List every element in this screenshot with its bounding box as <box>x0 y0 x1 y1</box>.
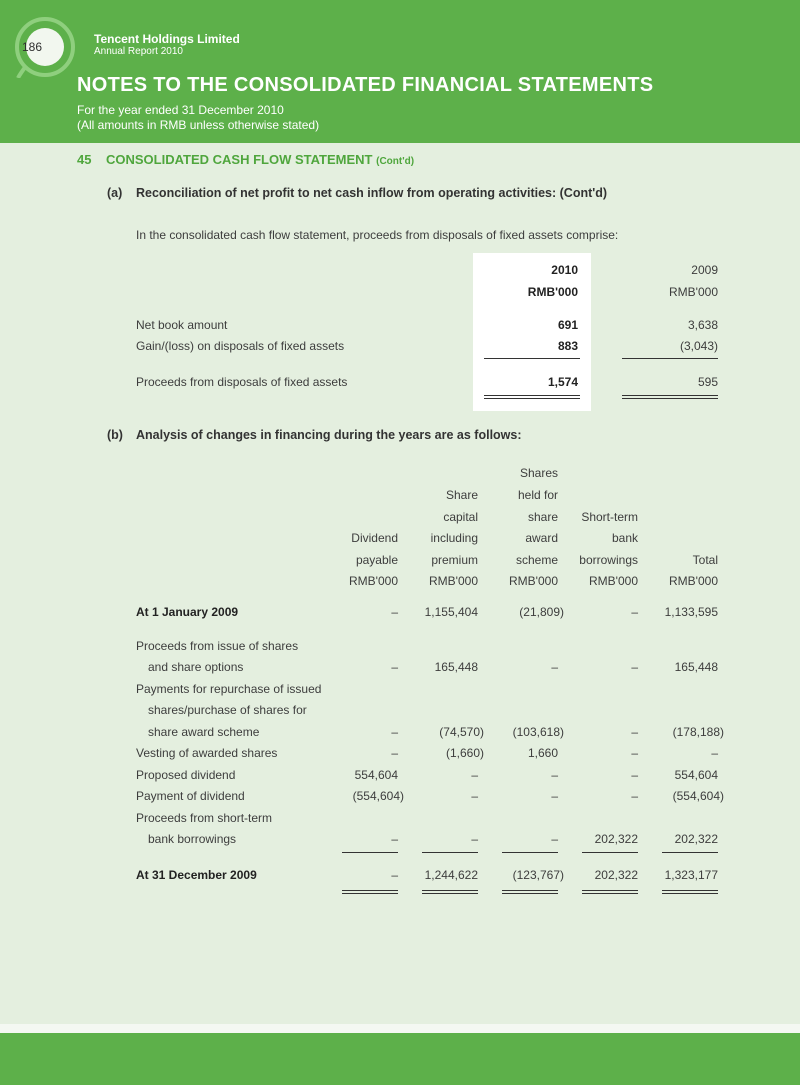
row-value-2010: 691 <box>557 318 578 332</box>
col-header-total: RMB'000 <box>669 574 718 588</box>
table-cell: 1,133,595 <box>664 605 718 619</box>
total-double-rule <box>342 893 398 894</box>
row-value-2009: 3,638 <box>687 318 718 332</box>
col-header-dividend: Dividend <box>351 531 398 545</box>
table-cell: – <box>471 768 478 782</box>
table-cell: (1,660) <box>445 746 484 760</box>
col-header-share-capital: including <box>430 531 478 545</box>
table-row-label: bank borrowings <box>148 832 237 846</box>
col-header-share-capital: premium <box>431 553 478 567</box>
table-cell: 1,323,177 <box>664 868 718 882</box>
table-row-label: Payment of dividend <box>136 789 245 803</box>
col-header-shares-held: share <box>527 510 558 524</box>
table-cell: – <box>551 660 558 674</box>
row-value-2010: 883 <box>557 339 578 353</box>
col-2010-unit: RMB'000 <box>527 285 578 299</box>
table-row-label: At 31 December 2009 <box>136 868 257 882</box>
col-header-share-capital: RMB'000 <box>429 574 478 588</box>
period-subtitle: For the year ended 31 December 2010 <box>77 103 284 117</box>
table-cell: – <box>391 868 398 882</box>
table-cell: 165,448 <box>434 660 478 674</box>
col-header-short-term: bank <box>611 531 638 545</box>
table-cell: 202,322 <box>594 868 638 882</box>
col-header-shares-held: Shares <box>519 466 558 480</box>
table-cell: – <box>551 789 558 803</box>
col-header-shares-held: RMB'000 <box>509 574 558 588</box>
total-double-rule <box>422 893 478 894</box>
col-2009-unit: RMB'000 <box>669 285 718 299</box>
page-title: NOTES TO THE CONSOLIDATED FINANCIAL STATEMENTS <box>77 74 654 96</box>
row-value-2009: 595 <box>697 375 718 389</box>
part-a-label: (a) <box>107 186 123 200</box>
col-header-share-capital: capital <box>443 510 478 524</box>
table-cell: 1,660 <box>527 746 558 760</box>
row-label: Proceeds from disposals of fixed assets <box>136 375 348 389</box>
row-label: Gain/(loss) on disposals of fixed assets <box>136 339 345 353</box>
total-double-rule <box>484 395 580 396</box>
total-double-rule <box>502 890 558 891</box>
part-b-title: Analysis of changes in financing during the years are as follows: <box>136 428 522 442</box>
total-double-rule <box>622 398 718 399</box>
section-suffix: (Cont'd) <box>376 156 415 167</box>
total-double-rule <box>484 398 580 399</box>
col-header-total: Total <box>692 553 718 567</box>
col-header-dividend: payable <box>355 553 398 567</box>
table-cell: (103,618) <box>512 725 564 739</box>
subtotal-rule <box>502 852 558 853</box>
table-cell: – <box>391 660 398 674</box>
table-cell: – <box>631 605 638 619</box>
col-header-shares-held: award <box>525 531 558 545</box>
subtotal-rule <box>622 358 718 359</box>
total-double-rule <box>582 893 638 894</box>
subtotal-rule <box>342 852 398 853</box>
col-header-shares-held: held for <box>517 488 558 502</box>
total-double-rule <box>342 890 398 891</box>
footer-strip <box>0 1024 800 1033</box>
total-double-rule <box>582 890 638 891</box>
table-cell: – <box>391 746 398 760</box>
subtotal-rule <box>484 358 580 359</box>
col-header-short-term: borrowings <box>579 553 638 567</box>
col-header-share-capital: Share <box>445 488 478 502</box>
table-row-label: shares/purchase of shares for <box>148 703 307 717</box>
section-title-text: CONSOLIDATED CASH FLOW STATEMENT <box>106 152 373 167</box>
section-number: 45 <box>77 152 92 167</box>
table-cell: 554,604 <box>354 768 398 782</box>
col-header-shares-held: scheme <box>515 553 558 567</box>
table-row-label: Proposed dividend <box>136 768 236 782</box>
col-2010-header: 2010 <box>551 263 578 277</box>
table-cell: – <box>631 725 638 739</box>
table-cell: – <box>631 789 638 803</box>
table-cell: – <box>551 768 558 782</box>
section-title <box>106 152 414 167</box>
row-label: Net book amount <box>136 318 228 332</box>
table-cell: (554,604) <box>352 789 404 803</box>
part-b-label: (b) <box>107 428 123 442</box>
table-cell: – <box>391 725 398 739</box>
col-2009-header: 2009 <box>691 263 718 277</box>
subtotal-rule <box>662 852 718 853</box>
currency-subtitle: (All amounts in RMB unless otherwise stated) <box>77 118 320 132</box>
total-double-rule <box>662 893 718 894</box>
page-number: 186 <box>22 40 43 54</box>
table-cell: (554,604) <box>672 789 724 803</box>
row-value-2010: 1,574 <box>547 375 578 389</box>
col-header-short-term: Short-term <box>581 510 638 524</box>
table-cell: – <box>551 832 558 846</box>
total-double-rule <box>622 395 718 396</box>
part-a-title: Reconciliation of net profit to net cash inflow from operating activities: (Cont'd) <box>136 186 608 200</box>
col-header-short-term: RMB'000 <box>589 574 638 588</box>
col-header-dividend: RMB'000 <box>349 574 398 588</box>
table-cell: 202,322 <box>674 832 718 846</box>
table-cell: 554,604 <box>674 768 718 782</box>
total-double-rule <box>662 890 718 891</box>
table-row-label: Proceeds from short-term <box>136 811 273 825</box>
table-cell: (21,809) <box>519 605 564 619</box>
table-cell: – <box>391 832 398 846</box>
table-cell: – <box>391 605 398 619</box>
page-footer <box>0 1033 800 1085</box>
table-cell: – <box>631 746 638 760</box>
page-header <box>0 0 800 143</box>
table-cell: – <box>471 789 478 803</box>
table-cell: – <box>631 768 638 782</box>
subtotal-rule <box>582 852 638 853</box>
subtotal-rule <box>422 852 478 853</box>
table-row-label: share award scheme <box>148 725 260 739</box>
report-name: Annual Report 2010 <box>94 46 183 57</box>
table-row-label: Vesting of awarded shares <box>136 746 278 760</box>
total-double-rule <box>422 890 478 891</box>
table-row-label: and share options <box>148 660 244 674</box>
table-row-label: Payments for repurchase of issued <box>136 682 322 696</box>
table-cell: – <box>471 832 478 846</box>
part-a-intro: In the consolidated cash flow statement, proceeds from disposals of fixed assets comprise: <box>136 228 619 242</box>
table-row-label: Proceeds from issue of shares <box>136 639 299 653</box>
table-cell: 165,448 <box>674 660 718 674</box>
table-cell: (178,188) <box>672 725 724 739</box>
company-name: Tencent Holdings Limited <box>94 32 240 46</box>
row-value-2009: (3,043) <box>679 339 718 353</box>
table-cell: 1,155,404 <box>424 605 478 619</box>
table-cell: 202,322 <box>594 832 638 846</box>
table-cell: (74,570) <box>439 725 484 739</box>
table-cell: – <box>631 660 638 674</box>
table-cell: (123,767) <box>512 868 564 882</box>
total-double-rule <box>502 893 558 894</box>
table-row-label: At 1 January 2009 <box>136 605 239 619</box>
table-cell: 1,244,622 <box>424 868 478 882</box>
table-cell: – <box>711 746 718 760</box>
